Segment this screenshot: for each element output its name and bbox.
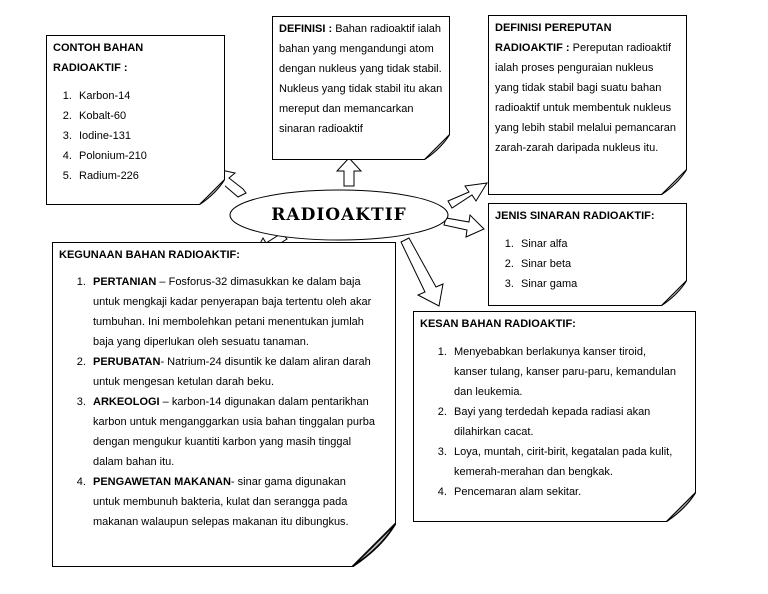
box-definisi-pereputan (488, 15, 687, 195)
item-label: ARKEOLOGI (93, 396, 160, 408)
item-text: Natrium-24 disuntik ke dalam aliran darah untuk mengesan ketulan darah beku. (93, 356, 371, 388)
page-curl-icon (661, 169, 687, 195)
kegunaan-heading: KEGUNAAN BAHAN RADIOAKTIF: (59, 249, 240, 261)
pereputan-text: Pereputan radioaktif ialah proses penguraian nukleus yang tidak stabil bagi suatu bahan radioaktif untuk membentuk nukleus yang lebih stabil melalui pemancaran zarah-zarah daripada nukleus itu. (495, 42, 676, 154)
list-item: 2. Bayi yang terdedah kepada radiasi akan dilahirkan cacat. (450, 402, 681, 442)
page-curl-icon (199, 179, 225, 205)
box-kegunaan (52, 242, 396, 567)
jenis-list (495, 234, 680, 294)
box-jenis-sinaran (488, 203, 687, 306)
item-separator: – (156, 276, 169, 288)
box-contoh-bahan (46, 35, 225, 205)
definisi-heading: DEFINISI : (279, 23, 333, 35)
kegunaan-list (59, 272, 389, 532)
definisi-text: Bahan radioaktif ialah bahan yang mengandungi atom dengan nukleus yang tidak stabil. Nukleus yang tidak stabil itu akan mereput dan memancarkan sinaran radioaktif (279, 23, 443, 135)
pereputan-content (495, 38, 680, 158)
contoh-heading-line2: RADIOAKTIF : (53, 62, 128, 74)
list-item: 5. Radium-226 (75, 166, 218, 186)
item-text: sinar gama digunakan untuk membunuh bakteria, kulat dan serangga pada makanan walaupun selepas makanan itu dibungkus. (93, 476, 349, 528)
item-label: PENGAWETAN MAKANAN (93, 476, 231, 488)
contoh-list (53, 86, 218, 186)
list-item: 2. Kobalt-60 (75, 106, 218, 126)
list-item (89, 392, 375, 472)
list-item (89, 272, 375, 352)
page-curl-icon (661, 280, 687, 306)
central-title: RADIOAKTIF (271, 205, 407, 225)
page-curl-icon (666, 492, 696, 522)
list-item (89, 472, 375, 532)
kesan-list (420, 342, 689, 502)
arrow-to-pereputan (448, 183, 487, 208)
kesan-heading: KESAN BAHAN RADIOAKTIF: (420, 318, 576, 330)
page-curl-icon (352, 523, 396, 567)
list-item: 2. Sinar beta (517, 254, 680, 274)
arrow-to-kesan (401, 238, 443, 306)
list-item: 3. Iodine-131 (75, 126, 218, 146)
contoh-heading-line1: CONTOH BAHAN (53, 42, 144, 54)
item-label: PERUBATAN (93, 356, 161, 368)
box-kesan (413, 311, 696, 522)
arrow-to-jenis (444, 215, 484, 237)
definisi-content (279, 19, 443, 139)
item-separator: – (159, 396, 172, 408)
list-item: 3. Loya, muntah, cirit-birit, kegatalan pada kulit, kemerah-merahan dan bengkak. (450, 442, 681, 482)
list-item: 1. Menyebabkan berlakunya kanser tiroid, kanser tulang, kanser paru-paru, kemandulan dan leukemia. (450, 342, 681, 402)
list-item: 3. Sinar gama (517, 274, 680, 294)
page-curl-icon (424, 134, 450, 160)
jenis-heading: JENIS SINARAN RADIOAKTIF: (495, 210, 655, 222)
list-item (89, 352, 375, 392)
item-text: Fosforus-32 dimasukkan ke dalam baja untuk mengkaji kadar penyerapan baja tertentu oleh akar tumbuhan. Ini membolehkan petani menentukan jumlah baja yang diperlukan oleh sesuatu tanaman. (93, 276, 372, 348)
item-text: karbon-14 digunakan dalam pentarikhan karbon untuk menganggarkan usia bahan tinggalan purba dengan mengukur kuantiti karbon yang masih tinggal dalam bahan itu. (93, 396, 375, 468)
item-separator: - (230, 476, 238, 488)
list-item: 1. Sinar alfa (517, 234, 680, 254)
pereputan-heading-line2: RADIOAKTIF : (495, 42, 570, 54)
arrow-to-definisi (337, 158, 361, 186)
item-label: PERTANIAN (93, 276, 157, 288)
list-item: 1. Karbon-14 (75, 86, 218, 106)
pereputan-heading-line1: DEFINISI PEREPUTAN (495, 22, 612, 34)
item-separator: - (160, 356, 168, 368)
list-item: 4. Pencemaran alam sekitar. (450, 482, 681, 502)
list-item: 4. Polonium-210 (75, 146, 218, 166)
box-definisi (272, 16, 450, 160)
